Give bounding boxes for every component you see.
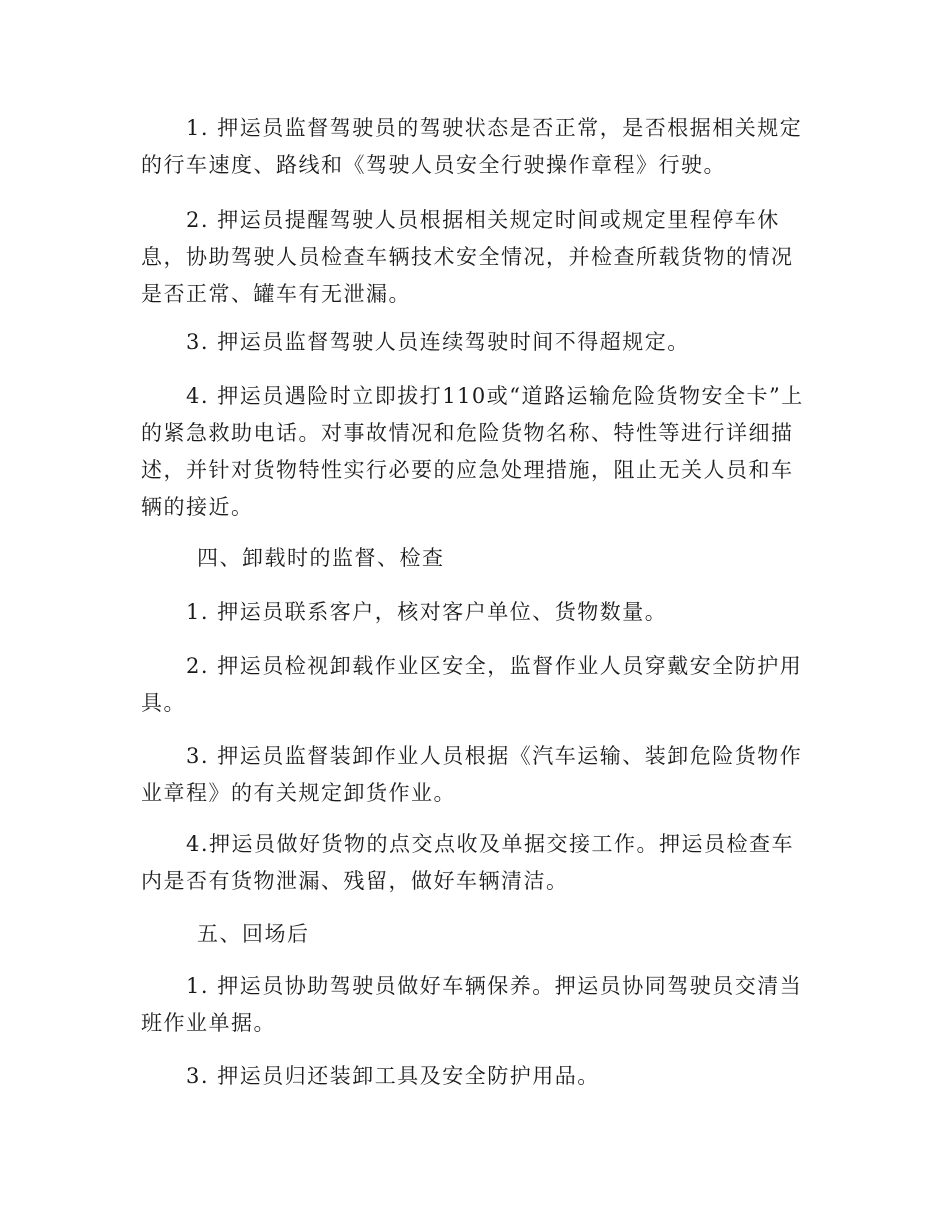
paragraph-unloading-regulations: 3. 押运员监督装卸作业人员根据《汽车运输、装卸危险货物作业章程》的有关规定卸货作业。 [141, 744, 803, 805]
paragraph-handover: 4.押运员做好货物的点交点收及单据交接工作。押运员检查车内是否有货物泄漏、残留，做好车辆清洁。 [141, 832, 795, 893]
paragraph-contact-customer: 1. 押运员联系客户，核对客户单位、货物数量。 [186, 600, 668, 624]
paragraph-vehicle-maintenance: 1. 押运员协助驾驶员做好车辆保养。押运员协同驾驶员交清当班作业单据。 [141, 974, 803, 1035]
paragraph-driving-supervision: 1. 押运员监督驾驶员的驾驶状态是否正常，是否根据相关规定的行车速度、路线和《驾驶人员安全行驶操作章程》行驶。 [141, 116, 803, 177]
section-heading-return: 五、回场后 [197, 922, 310, 946]
paragraph-emergency-call: 4. 押运员遇险时立即拔打110或“道路运输危险货物安全卡”上的紧急救助电话。对事故情况和危险货物名称、特性等进行详细描述，并针对货物特性实行必要的应急处理措施，阻止无关人员和车辆的接近。 [141, 384, 804, 519]
paragraph-return-tools: 3. 押运员归还装卸工具及安全防护用品。 [186, 1064, 600, 1088]
paragraph-unloading-area-safety: 2. 押运员检视卸载作业区安全，监督作业人员穿戴安全防护用具。 [141, 654, 803, 715]
paragraph-continuous-driving: 3. 押运员监督驾驶人员连续驾驶时间不得超规定。 [186, 330, 690, 354]
section-heading-unloading: 四、卸载时的监督、检查 [197, 546, 445, 570]
paragraph-rest-and-inspection: 2. 押运员提醒驾驶人员根据相关规定时间或规定里程停车休息，协助驾驶人员检查车辆技术安全情况，并检查所载货物的情况是否正常、罐车有无泄漏。 [141, 208, 794, 306]
